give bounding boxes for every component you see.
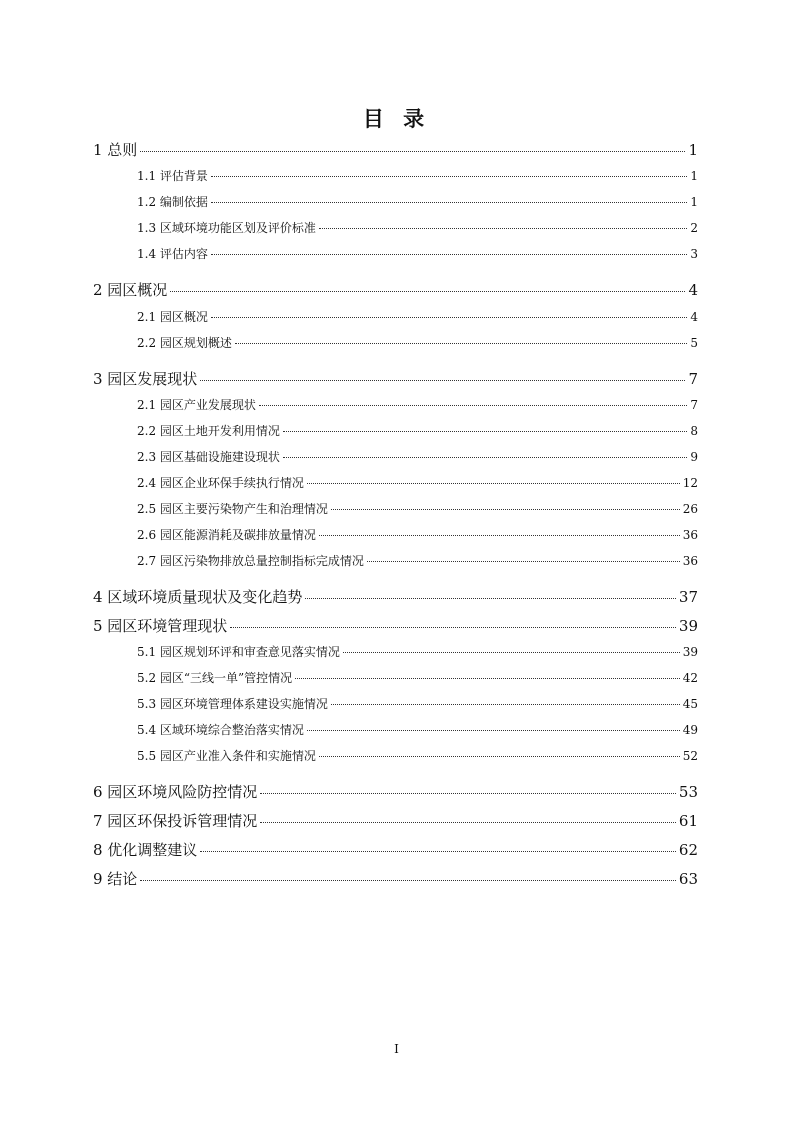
toc-entry[interactable] <box>93 839 698 860</box>
toc-entry-page: 1 <box>690 169 698 183</box>
toc-entry-label: 1.4 评估内容 <box>137 247 208 261</box>
toc-entry-page: 39 <box>682 645 698 659</box>
toc-entry-label: 1.1 评估背景 <box>137 169 208 183</box>
toc-leader-dots <box>283 457 687 458</box>
toc-entry[interactable] <box>137 308 698 325</box>
toc-leader-dots <box>331 509 680 510</box>
toc-leader-dots <box>200 851 676 852</box>
toc-entry-page: 2 <box>690 221 698 235</box>
toc-entry-page: 8 <box>690 424 698 438</box>
page-number: I <box>394 1042 399 1056</box>
toc-leader-dots <box>211 176 687 177</box>
toc-leader-dots <box>200 380 685 381</box>
toc-leader-dots <box>307 730 680 731</box>
toc-leader-dots <box>140 151 685 152</box>
toc-entry-label: 4 区域环境质量现状及变化趋势 <box>93 588 303 606</box>
toc-entry-page: 42 <box>682 671 698 685</box>
toc-entry-page: 45 <box>682 697 698 711</box>
toc-entry-label: 5.4 区域环境综合整治落实情况 <box>137 723 304 737</box>
toc-entry[interactable] <box>137 219 698 236</box>
toc-entry[interactable] <box>93 139 698 160</box>
toc-entry-page: 36 <box>682 528 698 542</box>
toc-leader-dots <box>307 483 680 484</box>
toc-entry-page: 53 <box>678 783 698 801</box>
toc-entry[interactable] <box>137 643 698 660</box>
toc-entry[interactable] <box>137 695 698 712</box>
toc-entry-label: 2.7 园区污染物排放总量控制指标完成情况 <box>137 554 364 568</box>
toc-entry-label: 2.4 园区企业环保手续执行情况 <box>137 476 304 490</box>
toc-entry[interactable] <box>137 422 698 439</box>
toc-entry-label: 1.3 区域环境功能区划及评价标准 <box>137 221 316 235</box>
toc-entry-page: 52 <box>682 749 698 763</box>
toc-leader-dots <box>211 317 687 318</box>
toc-entry-page: 7 <box>688 370 698 388</box>
toc-entry-label: 5 园区环境管理现状 <box>93 617 228 635</box>
toc-leader-dots <box>260 822 676 823</box>
toc-entry-label: 2.3 园区基础设施建设现状 <box>137 450 280 464</box>
toc-entry[interactable] <box>137 193 698 210</box>
toc-entry-page: 4 <box>688 281 698 299</box>
toc-entry-label: 8 优化调整建议 <box>93 841 198 859</box>
toc-entry[interactable] <box>93 368 698 389</box>
toc-entry-page: 1 <box>690 195 698 209</box>
toc-leader-dots <box>367 561 680 562</box>
toc-entry-page: 49 <box>682 723 698 737</box>
toc-leader-dots <box>295 678 680 679</box>
toc-entry-label: 2 园区概况 <box>93 281 168 299</box>
toc-entry[interactable] <box>137 669 698 686</box>
toc-entry[interactable] <box>93 781 698 802</box>
toc-entry-page: 61 <box>678 812 698 830</box>
toc-leader-dots <box>170 291 685 292</box>
toc-entry-label: 5.1 园区规划环评和审查意见落实情况 <box>137 645 340 659</box>
toc-entry-label: 2.2 园区规划概述 <box>137 336 232 350</box>
toc-entry-page: 36 <box>682 554 698 568</box>
toc-entry-page: 9 <box>690 450 698 464</box>
toc-title: 目 录 <box>362 106 431 131</box>
toc-entry[interactable] <box>93 615 698 636</box>
toc-entry[interactable] <box>137 552 698 569</box>
toc-entry[interactable] <box>137 334 698 351</box>
toc-leader-dots <box>260 793 676 794</box>
toc-entry[interactable] <box>137 474 698 491</box>
toc-leader-dots <box>211 254 687 255</box>
toc-entry-label: 7 园区环保投诉管理情况 <box>93 812 258 830</box>
toc-entry[interactable] <box>93 586 698 607</box>
toc-entry-page: 1 <box>688 141 698 159</box>
toc-entry-page: 5 <box>690 336 698 350</box>
toc-leader-dots <box>319 756 680 757</box>
toc-entry[interactable] <box>93 279 698 300</box>
toc-entry-page: 37 <box>678 588 698 606</box>
toc-entry-label: 9 结论 <box>93 870 138 888</box>
toc-leader-dots <box>283 431 687 432</box>
toc-entry-page: 26 <box>682 502 698 516</box>
toc-entry-label: 5.5 园区产业准入条件和实施情况 <box>137 749 316 763</box>
toc-entry[interactable] <box>137 448 698 465</box>
toc-entry[interactable] <box>137 721 698 738</box>
toc-entry-label: 5.2 园区“三线一单”管控情况 <box>137 671 293 685</box>
toc-entry-page: 39 <box>678 617 698 635</box>
toc-entry[interactable] <box>137 167 698 184</box>
toc-entry-label: 2.5 园区主要污染物产生和治理情况 <box>137 502 328 516</box>
toc-entry[interactable] <box>137 245 698 262</box>
toc-entry-label: 2.1 园区产业发展现状 <box>137 398 256 412</box>
toc-entry[interactable] <box>137 500 698 517</box>
toc-entry-page: 62 <box>678 841 698 859</box>
toc-entry-page: 12 <box>682 476 698 490</box>
toc-leader-dots <box>230 627 676 628</box>
toc-entry[interactable] <box>137 396 698 413</box>
toc-leader-dots <box>319 535 680 536</box>
toc-leader-dots <box>211 202 687 203</box>
toc-leader-dots <box>343 652 680 653</box>
toc-entry-label: 2.1 园区概况 <box>137 310 208 324</box>
toc-entry-label: 3 园区发展现状 <box>93 370 198 388</box>
toc-entry-page: 7 <box>690 398 698 412</box>
toc-entry-label: 6 园区环境风险防控情况 <box>93 783 258 801</box>
toc-leader-dots <box>331 704 680 705</box>
toc-entry-label: 2.2 园区土地开发利用情况 <box>137 424 280 438</box>
toc-entry-label: 1 总则 <box>93 141 138 159</box>
toc-leader-dots <box>305 598 676 599</box>
toc-entry-page: 63 <box>678 870 698 888</box>
toc-entry-label: 5.3 园区环境管理体系建设实施情况 <box>137 697 328 711</box>
toc-entry-label: 2.6 园区能源消耗及碳排放量情况 <box>137 528 316 542</box>
toc-entry-label: 1.2 编制依据 <box>137 195 208 209</box>
toc-leader-dots <box>259 405 687 406</box>
toc-leader-dots <box>319 228 687 229</box>
toc-leader-dots <box>235 343 687 344</box>
toc-entry[interactable] <box>93 868 698 889</box>
toc-entry[interactable] <box>137 747 698 764</box>
toc-entry[interactable] <box>93 810 698 831</box>
toc-entry[interactable] <box>137 526 698 543</box>
toc-entry-page: 4 <box>690 310 698 324</box>
toc-entry-page: 3 <box>690 247 698 261</box>
toc-leader-dots <box>140 880 676 881</box>
